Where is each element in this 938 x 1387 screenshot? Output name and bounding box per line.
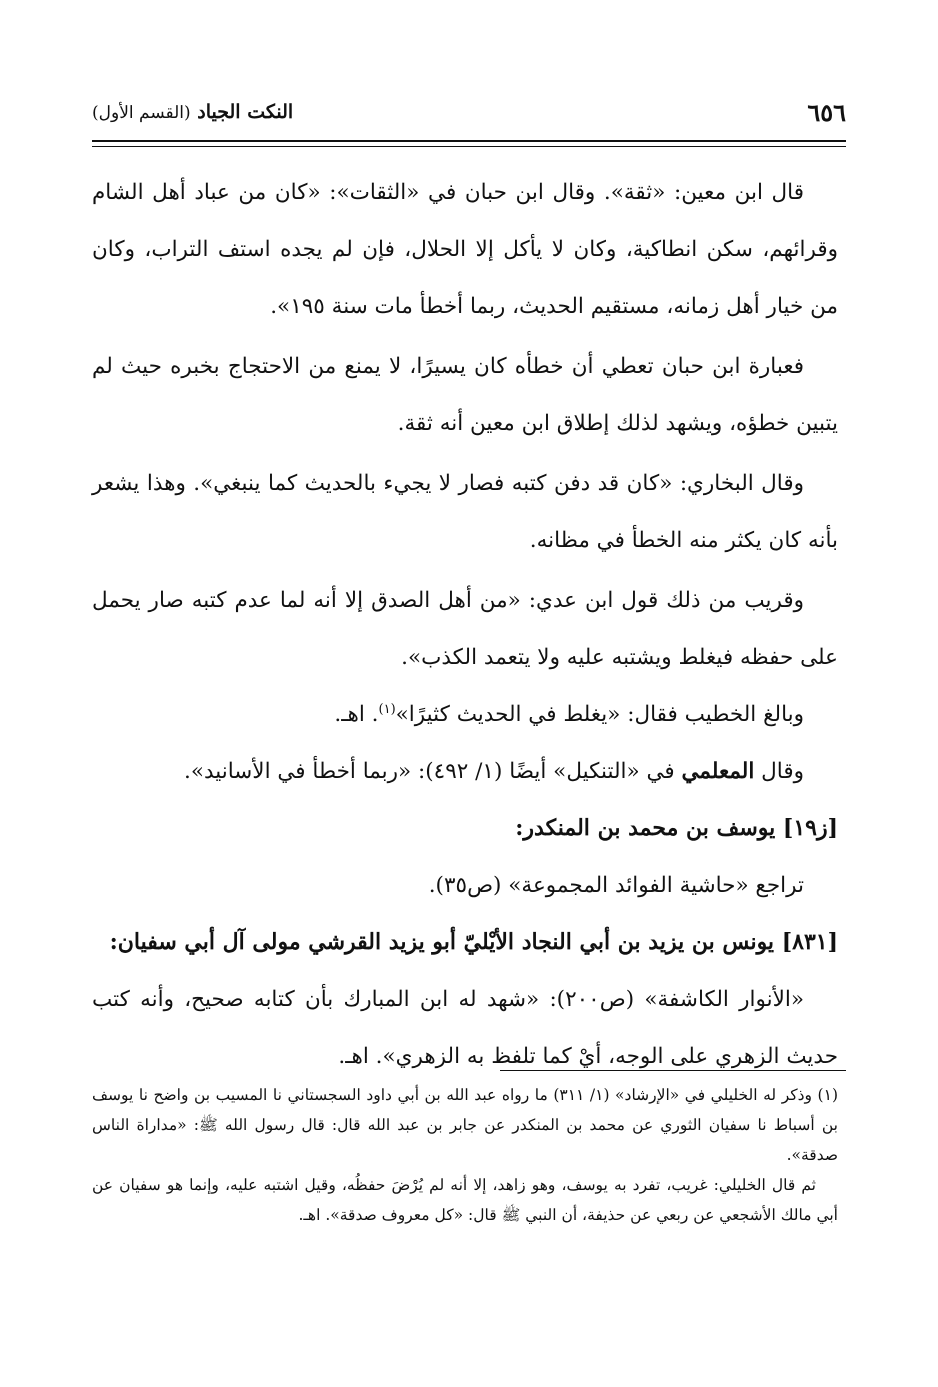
footnote-1-continued: ثم قال الخليلي: غريب، تفرد به يوسف، وهو زاهد، إلا أنه لم يُرْضَ حفظُه، وقيل اشتبه عليه، وإنما هو سفيان عن أبي مالك الأشجعي عن ربعي عن حذيفة، أن النبي ﷺ قال: «كل معروف صدقة». اهـ.	[92, 1176, 838, 1224]
paragraph-anwar: «الأنوار الكاشفة» (ص٢٠٠): «شهد له ابن المبارك بأن كتابه صحيح، وأنه كتب حديث الزهري على الوجه، أيْ كما تلفظ به الزهري». اهـ.	[92, 987, 838, 1069]
paragraph-ibn-adi: وقريب من ذلك قول ابن عدي: «من أهل الصدق إلا أنه لما عدم كتبه صار يحمل على حفظه فيغلط ويشتبه عليه ولا يتعمد الكذب».	[92, 588, 838, 670]
book-title: النكت الجياد	[197, 101, 294, 123]
muallimi-pre: وقال	[761, 759, 804, 784]
khatib-end: . اهـ.	[334, 702, 379, 727]
khatib-quote: وبالغ الخطيب فقال: «يغلط في الحديث كثيرًا»	[395, 702, 804, 727]
footnote-marker: (١)	[378, 701, 396, 717]
paragraph-bukhari: وقال البخاري: «كان قد دفن كتبه فصار لا يجيء بالحديث كما ينبغي». وهذا يشعر بأنه كان يكثر منه الخطأ في مظانه.	[92, 471, 838, 553]
footnote-1: (١) وذكر له الخليلي في «الإرشاد» (١/ ٣١١) ما رواه عبد الله بن أبي داود السجستاني نا المسيب بن واضح نا يوسف بن أسباط نا سفيان الثوري عن محمد بن المنكدر عن جابر بن عبد الله قال: قال رسول الله ﷺ: «مداراة الناس صدقة».	[92, 1086, 838, 1164]
paragraph-ibn-hibban-comment: فعبارة ابن حبان تعطي أن خطأه كان يسيرًا، لا يمنع من الاحتجاج بخبره حيث لم يتبين خطؤه، ويشهد لذلك إطلاق ابن معين أنه ثقة.	[92, 354, 838, 436]
footnotes	[92, 1080, 838, 1230]
entry-heading-yunus: [٨٣١] يونس بن يزيد بن أبي النجاد الأيْليّ أبو يزيد القرشي مولى آل أبي سفيان:	[109, 929, 838, 955]
book-section: (القسم الأول)	[92, 103, 191, 123]
header-rule-thin	[92, 146, 846, 147]
running-title	[92, 101, 293, 123]
main-text	[92, 164, 838, 1085]
paragraph-hashiya: تراجع «حاشية الفوائد المجموعة» (ص٣٥).	[428, 873, 804, 898]
muallimi-name: المعلمي	[681, 759, 755, 784]
page-number: ٦٥٦	[807, 97, 846, 127]
entry-heading-yusuf: [ز١٩] يوسف بن محمد بن المنكدر:	[515, 815, 838, 841]
paragraph-khatib	[92, 686, 838, 743]
paragraph-ibn-maeen: قال ابن معين: «ثقة». وقال ابن حبان في «الثقات»: «كان من عباد أهل الشام وقرائهم، سكن انطاكية، وكان لا يأكل إلا الحلال، فإن لم يجده استف التراب، وكان من خيار أهل زمانه، مستقيم الحديث، ربما أخطأ مات سنة ١٩٥».	[92, 180, 838, 319]
footnote-rule	[500, 1070, 846, 1071]
muallimi-post: في «التنكيل» أيضًا (١/ ٤٩٢): «ربما أخطأ في الأسانيد».	[184, 759, 675, 784]
paragraph-muallimi	[92, 743, 838, 800]
header-rule	[92, 140, 846, 142]
page-header	[92, 92, 846, 132]
